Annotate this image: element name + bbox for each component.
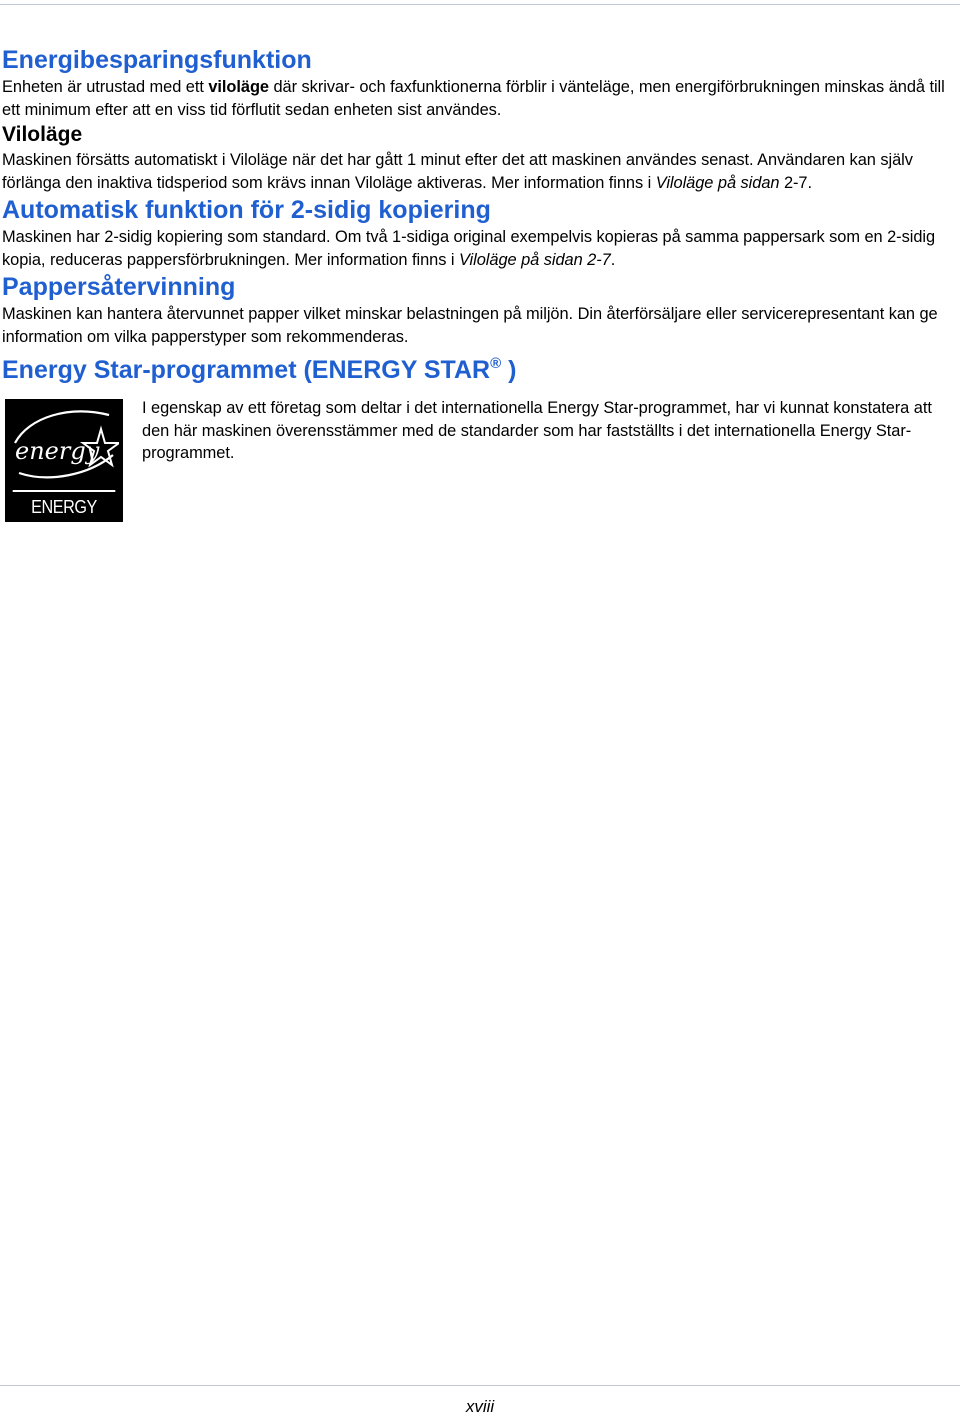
top-rule	[0, 4, 960, 5]
sleep-mode-reference-link[interactable]: Viloläge på sidan	[655, 173, 780, 192]
page-number: xviii	[465, 1397, 495, 1416]
energy-star-row	[2, 399, 957, 547]
duplex-paragraph: Maskinen har 2-sidig kopiering som standard. Om två 1-sidiga original exempelvis kopieras på samma pappersark som en 2-sidig kopia, reduceras pappersförbrukningen. Mer information finns i Viloläge på sidan 2-7.	[2, 228, 936, 269]
svg-text:energy: energy	[15, 437, 100, 465]
recycling-paragraph: Maskinen kan hantera återvunnet papper vilket minskar belastningen på miljön. Din återförsäljare eller servicerepresentant kan ge information om vilka papperstyper som rekommenderas.	[2, 305, 938, 346]
energy-saving-paragraph: Enheten är utrustad med ett viloläge där skrivar- och faxfunktionerna förblir i vänteläge, men energiförbrukningen minskas ändå till ett minimum efter att en viss tid förflutit sedan enheten sist användes.	[2, 78, 945, 119]
energy-star-emblem-icon	[9, 403, 119, 486]
heading-recycling: Pappersåtervinning	[2, 273, 236, 301]
energy-star-logo-label: ENERGY STAR	[13, 490, 116, 522]
energy-star-logo	[5, 399, 123, 547]
sleep-mode-paragraph: Maskinen försätts automatiskt i Viloläge när det har gått 1 minut efter det att maskinen användes senast. Användaren kan själv förlänga den inaktiva tidsperiod som krävs innan Viloläge aktiveras. Mer information finns i Viloläge på sidan 2-7.	[2, 151, 913, 192]
heading-energy-star: Energy Star-programmet (ENERGY STAR® )	[2, 355, 517, 384]
duplex-reference-link[interactable]: Viloläge på sidan 2-7	[458, 250, 611, 269]
heading-duplex: Automatisk funktion för 2-sidig kopiering	[2, 196, 491, 224]
page-content	[2, 44, 957, 547]
bottom-rule	[0, 1385, 960, 1386]
sleep-mode-term: viloläge	[208, 78, 269, 96]
energy-star-paragraph: I egenskap av ett företag som deltar i det internationella Energy Star-programmet, har vi kunnat konstatera att den här maskinen överensstämmer med de standarder som har fastställts i det internationella Energy Star-programmet.	[142, 399, 932, 462]
heading-sleep-mode: Viloläge	[2, 123, 83, 146]
heading-energy-saving: Energibesparingsfunktion	[2, 46, 312, 74]
registered-mark: ®	[490, 355, 502, 372]
energy-star-logo-emblem	[9, 403, 119, 486]
